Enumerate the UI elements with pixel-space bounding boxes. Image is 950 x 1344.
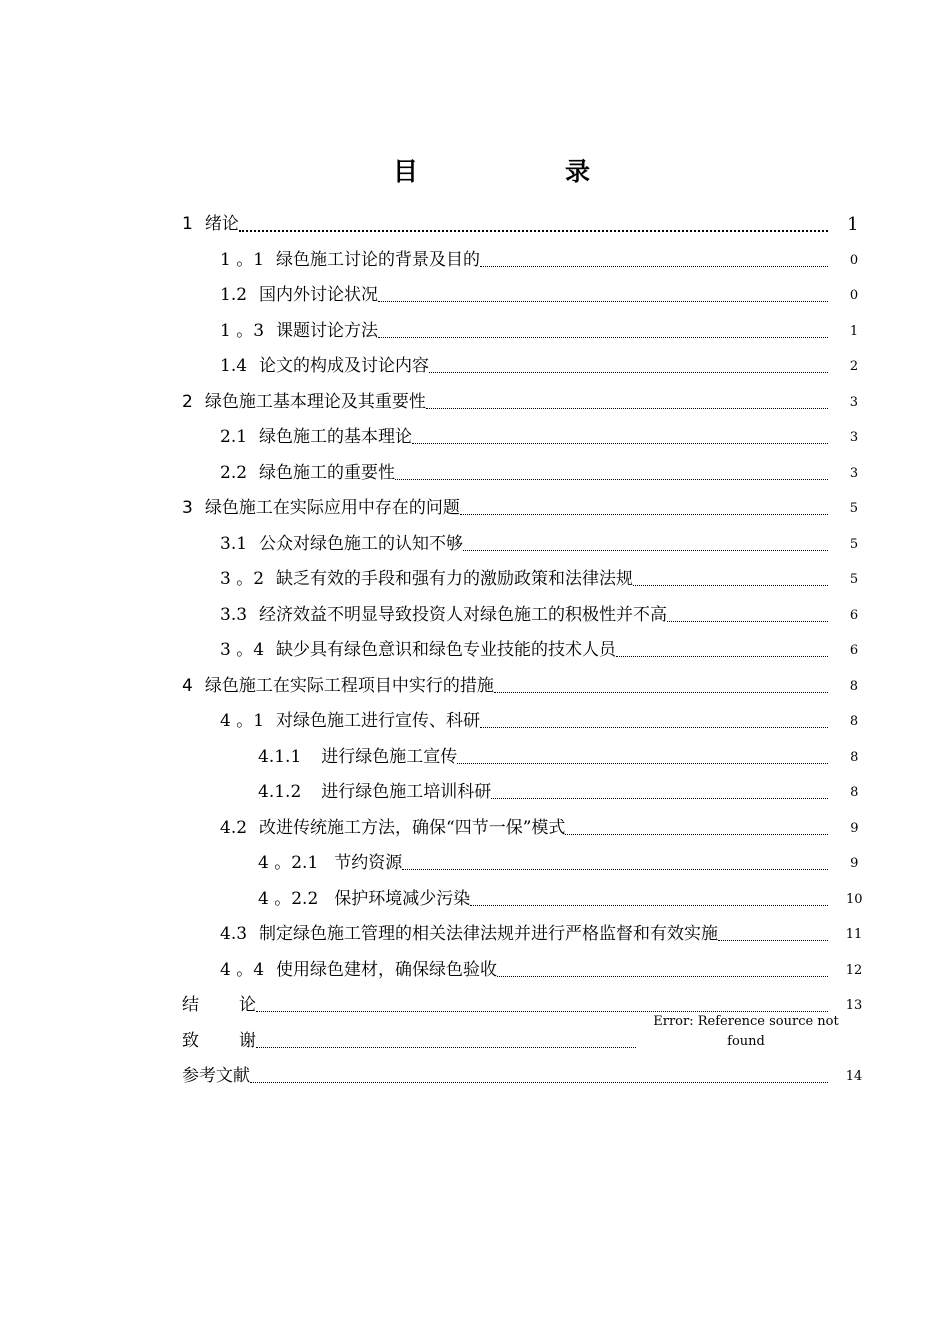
- toc-entry[interactable]: [0, 383, 950, 418]
- entry-number: 4 。2.2: [258, 889, 319, 909]
- entry-number: 结: [182, 995, 199, 1015]
- dot-leader: [402, 868, 828, 870]
- entry-number: 1: [182, 214, 193, 234]
- entry-title: 节约资源: [334, 853, 403, 873]
- toc-entry[interactable]: [0, 702, 950, 737]
- entry-title: 绪论: [204, 214, 239, 234]
- entry-page: 5: [849, 537, 859, 552]
- entry-number: 4.2: [220, 818, 248, 838]
- entry-page: 2: [849, 359, 859, 374]
- entry-page: 12: [845, 963, 863, 978]
- entry-page: 3: [849, 466, 859, 481]
- entry-title: 缺少具有绿色意识和绿色专业技能的技术人员: [276, 640, 617, 660]
- dot-leader: [463, 549, 828, 551]
- entry-title: 改进传统施工方法，确保“四节一保”模式: [259, 818, 566, 838]
- entry-number: 3: [182, 498, 193, 518]
- dot-leader: [460, 513, 828, 515]
- toc-entry[interactable]: [0, 205, 950, 240]
- entry-page: 8: [850, 750, 859, 765]
- entry-title: 绿色施工的重要性: [259, 463, 396, 483]
- dot-leader: [426, 407, 828, 409]
- entry-title: 绿色施工在实际工程项目中实行的措施: [204, 676, 494, 696]
- entry-number: 4 。2.1: [258, 853, 319, 873]
- dot-leader: [480, 265, 828, 267]
- entry-page: 10: [845, 892, 863, 907]
- entry-title: 对绿色施工进行宣传、科研: [276, 711, 481, 731]
- entry-number: 2: [182, 392, 193, 412]
- toc-entry[interactable]: [0, 1014, 950, 1057]
- entry-page: Error: Reference source not found: [653, 1014, 839, 1049]
- entry-title: 制定绿色施工管理的相关法律法规并进行严格监督和有效实施: [259, 924, 719, 944]
- toc-title-left: 目: [393, 157, 419, 186]
- entry-page: 5: [849, 572, 859, 587]
- toc-entry[interactable]: [0, 738, 950, 773]
- entry-page: 6: [849, 643, 859, 658]
- entry-title: 参考文献: [182, 1066, 250, 1086]
- entry-title: 绿色施工在实际应用中存在的问题: [204, 498, 460, 518]
- entry-page: 3: [849, 430, 859, 445]
- dot-leader: [633, 584, 828, 586]
- dot-leader: [457, 762, 828, 764]
- entry-page: 9: [850, 821, 859, 836]
- entry-title: 缺乏有效的手段和强有力的激励政策和法律法规: [276, 569, 634, 589]
- dot-leader: [491, 797, 828, 799]
- dot-leader: [480, 726, 828, 728]
- entry-title: 保护环境减少污染: [334, 889, 471, 909]
- toc-entry[interactable]: [0, 951, 950, 986]
- entry-title: 进行绿色施工宣传: [321, 747, 458, 767]
- toc-entry[interactable]: [0, 560, 950, 595]
- dot-leader: [378, 336, 828, 338]
- dot-leader: [470, 904, 828, 906]
- toc-entry[interactable]: [0, 667, 950, 702]
- dot-leader: [412, 442, 828, 444]
- toc-entry[interactable]: [0, 241, 950, 276]
- entry-page: 6: [849, 608, 859, 623]
- entry-page: 9: [850, 856, 859, 871]
- entry-page: 1: [847, 214, 859, 235]
- entry-title: 经济效益不明显导致投资人对绿色施工的积极性并不高: [259, 605, 668, 625]
- entry-page: 8: [850, 785, 859, 800]
- entry-title: 谢: [239, 1031, 256, 1051]
- entry-title: 绿色施工的基本理论: [259, 427, 413, 447]
- entry-number: 致: [182, 1031, 199, 1051]
- entry-number: 2.1: [220, 427, 248, 447]
- toc-entry[interactable]: [0, 418, 950, 453]
- dot-leader: [395, 478, 828, 480]
- toc-entry[interactable]: [0, 525, 950, 560]
- toc-entry[interactable]: [0, 276, 950, 311]
- toc-entry[interactable]: [0, 631, 950, 666]
- dot-leader: [256, 1046, 636, 1048]
- toc-entry[interactable]: [0, 347, 950, 382]
- entry-page: 13: [845, 998, 863, 1013]
- entry-number: 3 。2: [220, 569, 265, 589]
- entry-page: 0: [849, 288, 859, 303]
- dot-leader: [378, 300, 828, 302]
- entry-page: 5: [849, 501, 858, 516]
- dot-leader: [250, 1081, 828, 1083]
- dot-leader: [718, 939, 828, 941]
- toc-entry[interactable]: [0, 454, 950, 489]
- dot-leader: [429, 371, 828, 373]
- toc-entry[interactable]: [0, 1057, 950, 1092]
- entry-title: 国内外讨论状况: [259, 285, 379, 305]
- entry-title: 进行绿色施工培训科研: [321, 782, 492, 802]
- toc-entry[interactable]: [0, 773, 950, 808]
- entry-number: 1.2: [220, 285, 248, 305]
- toc-entry[interactable]: [0, 880, 950, 915]
- entry-title: 绿色施工基本理论及其重要性: [204, 392, 426, 412]
- toc-entry[interactable]: [0, 489, 950, 524]
- entry-page: 8: [849, 679, 858, 694]
- entry-number: 4.1.2: [258, 782, 302, 802]
- dot-leader: [616, 655, 828, 657]
- entry-title: 课题讨论方法: [276, 321, 379, 341]
- entry-number: 4.3: [220, 924, 248, 944]
- entry-number: 1 。3: [220, 321, 265, 341]
- toc-entry[interactable]: [0, 809, 950, 844]
- toc-entry[interactable]: [0, 312, 950, 347]
- entry-page: 1: [849, 324, 859, 339]
- entry-page: 0: [849, 253, 859, 268]
- toc-entry[interactable]: [0, 596, 950, 631]
- dot-leader: [497, 975, 828, 977]
- entry-title: 使用绿色建材，确保绿色验收: [276, 960, 498, 980]
- entry-title: 论: [239, 995, 256, 1015]
- entry-number: 1.4: [220, 356, 248, 376]
- dot-leader: [494, 691, 828, 693]
- toc-title: [0, 152, 950, 192]
- entry-page: 8: [849, 714, 859, 729]
- dot-leader: [239, 229, 828, 232]
- toc-entry[interactable]: [0, 844, 950, 879]
- entry-number: 4.1.1: [258, 747, 302, 767]
- entry-number: 3.1: [220, 534, 248, 554]
- dot-leader: [565, 833, 828, 835]
- entry-page: 11: [845, 927, 863, 942]
- entry-number: 4: [182, 676, 193, 696]
- entry-number: 3 。4: [220, 640, 265, 660]
- entry-number: 3.3: [220, 605, 248, 625]
- entry-title: 论文的构成及讨论内容: [259, 356, 430, 376]
- dot-leader: [667, 620, 828, 622]
- entry-title: 公众对绿色施工的认知不够: [259, 534, 464, 554]
- entry-number: 2.2: [220, 463, 248, 483]
- entry-number: 4 。4: [220, 960, 265, 980]
- entry-number: 4 。1: [220, 711, 265, 731]
- entry-page: 3: [849, 395, 858, 410]
- toc-title-right: 录: [565, 157, 591, 186]
- toc-entry[interactable]: [0, 915, 950, 950]
- entry-number: 1 。1: [220, 250, 265, 270]
- entry-page: 14: [845, 1069, 863, 1084]
- entry-title: 绿色施工讨论的背景及目的: [276, 250, 481, 270]
